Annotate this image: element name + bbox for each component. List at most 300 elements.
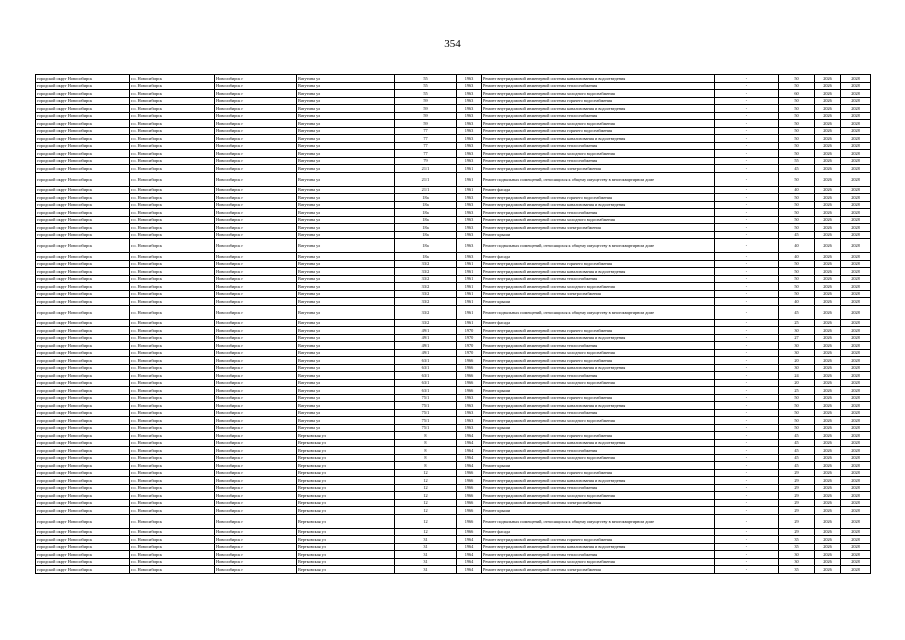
volume-cell: 29 [779, 484, 815, 492]
work-type-cell: Ремонт внутридомовой инженерной системы теплоснабжения [482, 551, 715, 559]
table-row [36, 364, 871, 372]
dash-cell: - [715, 82, 779, 90]
start-year-cell: 2026 [815, 90, 841, 98]
end-year-cell: 2028 [841, 142, 871, 150]
work-type-cell: Ремонт внутридомовой инженерной системы холодного водоснабжения [482, 492, 715, 500]
year-cell: 1963 [457, 209, 482, 217]
table-row [36, 417, 871, 425]
municipality-cell: городской округ Новосибирск [36, 90, 130, 98]
house-number-cell: 18а [395, 194, 457, 202]
end-year-cell: 2028 [841, 194, 871, 202]
house-number-cell: 55 [395, 75, 457, 83]
table-row [36, 82, 871, 90]
municipality-cell: городской округ Новосибирск [36, 357, 130, 365]
volume-cell: 50 [779, 209, 815, 217]
end-year-cell: 2028 [841, 349, 871, 357]
city-cell: Новосибирск г [215, 447, 297, 455]
street-cell: Ватутина ул [297, 216, 395, 224]
dash-cell: - [715, 150, 779, 158]
house-number-cell: 31 [395, 536, 457, 544]
work-type-cell: Ремонт внутридомовой инженерной системы теплоснабжения [482, 157, 715, 165]
table-row [36, 75, 871, 83]
city-cell: Новосибирск г [215, 231, 297, 239]
end-year-cell: 2028 [841, 514, 871, 528]
table-row [36, 275, 871, 283]
end-year-cell: 2028 [841, 112, 871, 120]
municipality-cell: городской округ Новосибирск [36, 112, 130, 120]
table-row [36, 120, 871, 128]
year-cell: 1963 [457, 120, 482, 128]
municipality-cell: городской округ Новосибирск [36, 82, 130, 90]
year-cell: 1970 [457, 349, 482, 357]
volume-cell: 50 [779, 290, 815, 298]
work-type-cell: Ремонт внутридомовой инженерной системы холодного водоснабжения [482, 283, 715, 291]
dash-cell: - [715, 231, 779, 239]
work-type-cell: Ремонт фасада [482, 253, 715, 261]
city-cell: Новосибирск г [215, 507, 297, 515]
end-year-cell: 2028 [841, 186, 871, 194]
end-year-cell: 2028 [841, 469, 871, 477]
house-number-cell: 21/1 [395, 172, 457, 186]
municipality-cell: городской округ Новосибирск [36, 298, 130, 306]
year-cell: 1963 [457, 150, 482, 158]
volume-cell: 50 [779, 127, 815, 135]
volume-cell: 50 [779, 135, 815, 143]
work-type-cell: Ремонт внутридомовой инженерной системы горячего водоснабжения [482, 394, 715, 402]
municipality-cell: городской округ Новосибирск [36, 469, 130, 477]
district-cell: г.о. Новосибирск [130, 349, 215, 357]
table-row [36, 499, 871, 507]
city-cell: Новосибирск г [215, 454, 297, 462]
volume-cell: 50 [779, 194, 815, 202]
house-number-cell: 18а [395, 209, 457, 217]
street-cell: Ватутина ул [297, 372, 395, 380]
district-cell: г.о. Новосибирск [130, 424, 215, 432]
street-cell: Вертковская ул [297, 499, 395, 507]
end-year-cell: 2028 [841, 201, 871, 209]
dash-cell: - [715, 194, 779, 202]
volume-cell: 30 [779, 364, 815, 372]
dash-cell: - [715, 514, 779, 528]
municipality-cell: городской округ Новосибирск [36, 327, 130, 335]
city-cell: Новосибирск г [215, 551, 297, 559]
street-cell: Ватутина ул [297, 394, 395, 402]
work-type-cell: Ремонт внутридомовой инженерной системы канализования и водоотведения [482, 543, 715, 551]
start-year-cell: 2026 [815, 283, 841, 291]
dash-cell: - [715, 349, 779, 357]
street-cell: Вертковская ул [297, 447, 395, 455]
table-row [36, 439, 871, 447]
table-row [36, 402, 871, 410]
municipality-cell: городской округ Новосибирск [36, 268, 130, 276]
house-number-cell: 75/1 [395, 409, 457, 417]
end-year-cell: 2028 [841, 268, 871, 276]
dash-cell: - [715, 469, 779, 477]
house-number-cell: 12 [395, 492, 457, 500]
start-year-cell: 2026 [815, 231, 841, 239]
end-year-cell: 2028 [841, 260, 871, 268]
year-cell: 1963 [457, 127, 482, 135]
municipality-cell: городской округ Новосибирск [36, 142, 130, 150]
city-cell: Новосибирск г [215, 558, 297, 566]
district-cell: г.о. Новосибирск [130, 536, 215, 544]
start-year-cell: 2026 [815, 150, 841, 158]
work-type-cell: Ремонт внутридомовой инженерной системы холодного водоснабжения [482, 120, 715, 128]
district-cell: г.о. Новосибирск [130, 90, 215, 98]
dash-cell: - [715, 543, 779, 551]
city-cell: Новосибирск г [215, 402, 297, 410]
table-row [36, 209, 871, 217]
table-row [36, 342, 871, 350]
work-type-cell: Ремонт внутридомовой инженерной системы канализования и водоотведения [482, 268, 715, 276]
street-cell: Ватутина ул [297, 224, 395, 232]
house-number-cell: 12 [395, 484, 457, 492]
street-cell: Ватутина ул [297, 90, 395, 98]
start-year-cell: 2026 [815, 216, 841, 224]
dash-cell: - [715, 499, 779, 507]
house-number-cell: 77 [395, 142, 457, 150]
street-cell: Ватутина ул [297, 194, 395, 202]
end-year-cell: 2028 [841, 372, 871, 380]
dash-cell: - [715, 364, 779, 372]
volume-cell: 45 [779, 447, 815, 455]
end-year-cell: 2028 [841, 364, 871, 372]
end-year-cell: 2028 [841, 231, 871, 239]
work-type-cell: Ремонт крыши [482, 507, 715, 515]
year-cell: 1961 [457, 172, 482, 186]
district-cell: г.о. Новосибирск [130, 417, 215, 425]
district-cell: г.о. Новосибирск [130, 142, 215, 150]
table-row [36, 551, 871, 559]
street-cell: Вертковская ул [297, 566, 395, 574]
dash-cell: - [715, 372, 779, 380]
dash-cell: - [715, 558, 779, 566]
table-row [36, 349, 871, 357]
year-cell: 1961 [457, 298, 482, 306]
work-type-cell: Ремонт крыши [482, 231, 715, 239]
municipality-cell: городской округ Новосибирск [36, 387, 130, 395]
start-year-cell: 2026 [815, 394, 841, 402]
house-number-cell: 12 [395, 499, 457, 507]
end-year-cell: 2028 [841, 165, 871, 173]
city-cell: Новосибирск г [215, 120, 297, 128]
work-type-cell: Ремонт фасада [482, 528, 715, 536]
end-year-cell: 2028 [841, 462, 871, 470]
start-year-cell: 2026 [815, 409, 841, 417]
start-year-cell: 2026 [815, 165, 841, 173]
volume-cell: 50 [779, 283, 815, 291]
table-row [36, 566, 871, 574]
municipality-cell: городской округ Новосибирск [36, 283, 130, 291]
city-cell: Новосибирск г [215, 82, 297, 90]
work-type-cell: Ремонт внутридомовой инженерной системы электроснабжения [482, 499, 715, 507]
municipality-cell: городской округ Новосибирск [36, 558, 130, 566]
district-cell: г.о. Новосибирск [130, 334, 215, 342]
work-type-cell: Ремонт фасада [482, 319, 715, 327]
end-year-cell: 2028 [841, 447, 871, 455]
street-cell: Ватутина ул [297, 75, 395, 83]
street-cell: Ватутина ул [297, 135, 395, 143]
volume-cell: 50 [779, 394, 815, 402]
city-cell: Новосибирск г [215, 334, 297, 342]
year-cell: 1964 [457, 462, 482, 470]
dash-cell: - [715, 447, 779, 455]
municipality-cell: городской округ Новосибирск [36, 364, 130, 372]
street-cell: Вертковская ул [297, 528, 395, 536]
work-type-cell: Ремонт внутридомовой инженерной системы теплоснабжения [482, 372, 715, 380]
house-number-cell: 75/1 [395, 424, 457, 432]
district-cell: г.о. Новосибирск [130, 157, 215, 165]
work-type-cell: Ремонт внутридомовой инженерной системы теплоснабжения [482, 447, 715, 455]
dash-cell: - [715, 157, 779, 165]
start-year-cell: 2026 [815, 543, 841, 551]
start-year-cell: 2026 [815, 484, 841, 492]
start-year-cell: 2026 [815, 142, 841, 150]
end-year-cell: 2028 [841, 409, 871, 417]
end-year-cell: 2028 [841, 507, 871, 515]
house-number-cell: 63/1 [395, 379, 457, 387]
city-cell: Новосибирск г [215, 477, 297, 485]
year-cell: 1966 [457, 514, 482, 528]
volume-cell: 55 [779, 157, 815, 165]
dash-cell: - [715, 298, 779, 306]
city-cell: Новосибирск г [215, 462, 297, 470]
house-number-cell: 77 [395, 135, 457, 143]
start-year-cell: 2026 [815, 268, 841, 276]
year-cell: 1963 [457, 216, 482, 224]
city-cell: Новосибирск г [215, 97, 297, 105]
end-year-cell: 2028 [841, 342, 871, 350]
district-cell: г.о. Новосибирск [130, 75, 215, 83]
work-type-cell: Ремонт внутридомовой инженерной системы электроснабжения [482, 566, 715, 574]
volume-cell: 40 [779, 253, 815, 261]
dash-cell: - [715, 492, 779, 500]
end-year-cell: 2028 [841, 75, 871, 83]
dash-cell: - [715, 417, 779, 425]
street-cell: Ватутина ул [297, 379, 395, 387]
volume-cell: 50 [779, 260, 815, 268]
work-type-cell: Ремонт подвальных помещений, относящихся к общему имуществу в многоквартирном доме [482, 239, 715, 253]
volume-cell: 24 [779, 372, 815, 380]
municipality-cell: городской округ Новосибирск [36, 402, 130, 410]
city-cell: Новосибирск г [215, 484, 297, 492]
house-number-cell: 49/1 [395, 349, 457, 357]
district-cell: г.о. Новосибирск [130, 105, 215, 113]
start-year-cell: 2026 [815, 82, 841, 90]
year-cell: 1963 [457, 157, 482, 165]
end-year-cell: 2028 [841, 319, 871, 327]
municipality-cell: городской округ Новосибирск [36, 135, 130, 143]
house-number-cell: 21/1 [395, 186, 457, 194]
district-cell: г.о. Новосибирск [130, 439, 215, 447]
street-cell: Ватутина ул [297, 201, 395, 209]
house-number-cell: 75/1 [395, 417, 457, 425]
city-cell: Новосибирск г [215, 209, 297, 217]
year-cell: 1963 [457, 253, 482, 261]
year-cell: 1963 [457, 135, 482, 143]
municipality-cell: городской округ Новосибирск [36, 528, 130, 536]
year-cell: 1964 [457, 439, 482, 447]
work-type-cell: Ремонт внутридомовой инженерной системы холодного водоснабжения [482, 150, 715, 158]
district-cell: г.о. Новосибирск [130, 97, 215, 105]
start-year-cell: 2026 [815, 127, 841, 135]
table-row [36, 447, 871, 455]
house-number-cell: 33/2 [395, 268, 457, 276]
start-year-cell: 2026 [815, 551, 841, 559]
work-type-cell: Ремонт внутридомовой инженерной системы теплоснабжения [482, 82, 715, 90]
end-year-cell: 2028 [841, 275, 871, 283]
district-cell: г.о. Новосибирск [130, 514, 215, 528]
house-number-cell: 63/1 [395, 357, 457, 365]
municipality-cell: городской округ Новосибирск [36, 417, 130, 425]
house-number-cell: 12 [395, 528, 457, 536]
dash-cell: - [715, 97, 779, 105]
district-cell: г.о. Новосибирск [130, 253, 215, 261]
end-year-cell: 2028 [841, 172, 871, 186]
dash-cell: - [715, 432, 779, 440]
start-year-cell: 2026 [815, 97, 841, 105]
work-type-cell: Ремонт крыши [482, 387, 715, 395]
district-cell: г.о. Новосибирск [130, 327, 215, 335]
city-cell: Новосибирск г [215, 135, 297, 143]
district-cell: г.о. Новосибирск [130, 290, 215, 298]
start-year-cell: 2026 [815, 514, 841, 528]
end-year-cell: 2028 [841, 387, 871, 395]
volume-cell: 60 [779, 90, 815, 98]
district-cell: г.о. Новосибирск [130, 82, 215, 90]
volume-cell: 35 [779, 536, 815, 544]
dash-cell: - [715, 319, 779, 327]
dash-cell: - [715, 201, 779, 209]
street-cell: Вертковская ул [297, 432, 395, 440]
city-cell: Новосибирск г [215, 357, 297, 365]
year-cell: 1966 [457, 528, 482, 536]
house-number-cell: 75/1 [395, 402, 457, 410]
repair-schedule-table [35, 74, 871, 574]
district-cell: г.о. Новосибирск [130, 135, 215, 143]
dash-cell: - [715, 75, 779, 83]
city-cell: Новосибирск г [215, 105, 297, 113]
dash-cell: - [715, 260, 779, 268]
year-cell: 1966 [457, 364, 482, 372]
house-number-cell: 18а [395, 224, 457, 232]
end-year-cell: 2028 [841, 558, 871, 566]
year-cell: 1963 [457, 82, 482, 90]
start-year-cell: 2026 [815, 417, 841, 425]
city-cell: Новосибирск г [215, 142, 297, 150]
dash-cell: - [715, 528, 779, 536]
end-year-cell: 2028 [841, 551, 871, 559]
year-cell: 1966 [457, 507, 482, 515]
table-row [36, 97, 871, 105]
table-row [36, 327, 871, 335]
house-number-cell: 55 [395, 82, 457, 90]
district-cell: г.о. Новосибирск [130, 499, 215, 507]
dash-cell: - [715, 439, 779, 447]
table-row [36, 239, 871, 253]
street-cell: Ватутина ул [297, 342, 395, 350]
dash-cell: - [715, 165, 779, 173]
end-year-cell: 2028 [841, 253, 871, 261]
district-cell: г.о. Новосибирск [130, 319, 215, 327]
house-number-cell: 18а [395, 253, 457, 261]
street-cell: Ватутина ул [297, 417, 395, 425]
city-cell: Новосибирск г [215, 469, 297, 477]
municipality-cell: городской округ Новосибирск [36, 172, 130, 186]
street-cell: Вертковская ул [297, 477, 395, 485]
work-type-cell: Ремонт внутридомовой инженерной системы холодного водоснабжения [482, 558, 715, 566]
table-row [36, 477, 871, 485]
start-year-cell: 2026 [815, 334, 841, 342]
street-cell: Вертковская ул [297, 558, 395, 566]
table-row [36, 268, 871, 276]
house-number-cell: 63/1 [395, 372, 457, 380]
city-cell: Новосибирск г [215, 268, 297, 276]
work-type-cell: Ремонт внутридомовой инженерной системы холодного водоснабжения [482, 216, 715, 224]
work-type-cell: Ремонт внутридомовой инженерной системы канализования и водоотведения [482, 477, 715, 485]
table-row [36, 194, 871, 202]
municipality-cell: городской округ Новосибирск [36, 75, 130, 83]
table-row [36, 231, 871, 239]
work-type-cell: Ремонт внутридомовой инженерной системы теплоснабжения [482, 409, 715, 417]
end-year-cell: 2028 [841, 484, 871, 492]
street-cell: Ватутина ул [297, 387, 395, 395]
start-year-cell: 2026 [815, 379, 841, 387]
start-year-cell: 2026 [815, 224, 841, 232]
street-cell: Ватутина ул [297, 82, 395, 90]
end-year-cell: 2028 [841, 499, 871, 507]
district-cell: г.о. Новосибирск [130, 216, 215, 224]
year-cell: 1963 [457, 394, 482, 402]
house-number-cell: 33/2 [395, 298, 457, 306]
dash-cell: - [715, 90, 779, 98]
work-type-cell: Ремонт подвальных помещений, относящихся к общему имуществу в многоквартирном доме [482, 305, 715, 319]
table-row [36, 492, 871, 500]
street-cell: Ватутина ул [297, 327, 395, 335]
district-cell: г.о. Новосибирск [130, 469, 215, 477]
start-year-cell: 2026 [815, 194, 841, 202]
municipality-cell: городской округ Новосибирск [36, 484, 130, 492]
dash-cell: - [715, 305, 779, 319]
district-cell: г.о. Новосибирск [130, 543, 215, 551]
end-year-cell: 2028 [841, 157, 871, 165]
year-cell: 1961 [457, 275, 482, 283]
municipality-cell: городской округ Новосибирск [36, 454, 130, 462]
table-row [36, 319, 871, 327]
house-number-cell: 8 [395, 462, 457, 470]
district-cell: г.о. Новосибирск [130, 283, 215, 291]
house-number-cell: 33/2 [395, 305, 457, 319]
street-cell: Вертковская ул [297, 469, 395, 477]
municipality-cell: городской округ Новосибирск [36, 566, 130, 574]
house-number-cell: 77 [395, 127, 457, 135]
start-year-cell: 2026 [815, 342, 841, 350]
work-type-cell: Ремонт подвальных помещений, относящихся к общему имуществу в многоквартирном доме [482, 514, 715, 528]
dash-cell: - [715, 186, 779, 194]
dash-cell: - [715, 424, 779, 432]
table-row [36, 201, 871, 209]
end-year-cell: 2028 [841, 298, 871, 306]
city-cell: Новосибирск г [215, 387, 297, 395]
street-cell: Ватутина ул [297, 298, 395, 306]
start-year-cell: 2026 [815, 157, 841, 165]
work-type-cell: Ремонт внутридомовой инженерной системы теплоснабжения [482, 342, 715, 350]
volume-cell: 45 [779, 462, 815, 470]
street-cell: Ватутина ул [297, 357, 395, 365]
municipality-cell: городской округ Новосибирск [36, 394, 130, 402]
street-cell: Ватутина ул [297, 165, 395, 173]
work-type-cell: Ремонт внутридомовой инженерной системы горячего водоснабжения [482, 260, 715, 268]
